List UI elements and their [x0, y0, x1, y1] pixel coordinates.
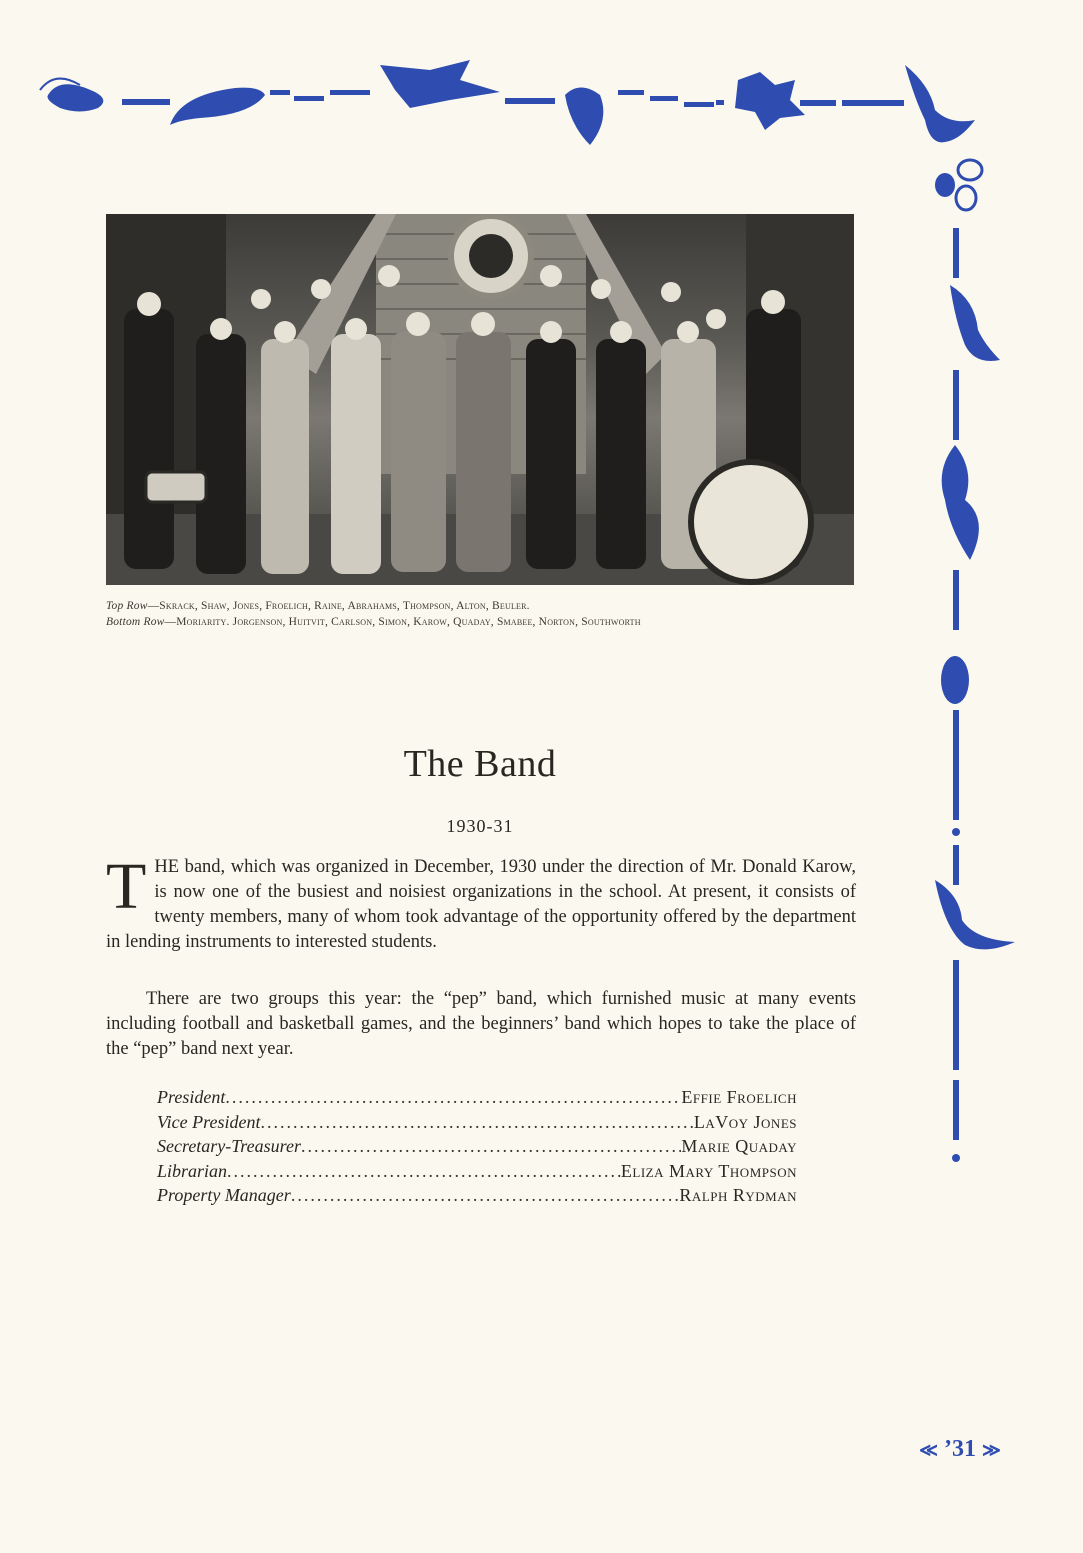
- officer-name: LaVoy Jones: [693, 1111, 797, 1132]
- caption-bottom-row: [106, 614, 866, 630]
- page-year-mark: ’31: [944, 1436, 976, 1462]
- officer-role: Secretary-Treasurer: [157, 1136, 301, 1156]
- page-title: The Band: [403, 743, 557, 785]
- paragraph-text: HE band, which was organized in December, 1930 under the direction of Mr. Donald Karow, is now one of the busiest and noisiest organizations in the school. At present, it consists of twenty members, many of whom took advantage of the opportunity offered by the department in lending instruments to interested students.: [106, 857, 856, 952]
- officer-row: [157, 1085, 797, 1110]
- holly-leaf-icon: [935, 880, 1015, 949]
- officer-name: Effie Froelich: [681, 1087, 797, 1107]
- acorn-icon: [956, 186, 976, 210]
- bass-drum: [691, 462, 811, 582]
- officer-role: Librarian: [157, 1160, 228, 1181]
- officer-role: President: [157, 1087, 226, 1107]
- leader-dots: [291, 1183, 680, 1208]
- band-photograph: [106, 214, 854, 585]
- ornament-left-icon: ≪: [919, 1439, 938, 1460]
- band-member: [391, 332, 446, 572]
- caption-row-label: Top Row: [106, 600, 148, 612]
- snare-drum: [146, 472, 206, 502]
- drop-cap: T: [106, 850, 147, 923]
- officer-row: [157, 1134, 797, 1159]
- leader-dots: [301, 1134, 681, 1159]
- acorn-icon: [935, 173, 955, 197]
- holly-leaf-icon: [950, 285, 1000, 361]
- caption-top-row: [106, 598, 866, 614]
- oak-leaf-ornament-icon: [735, 72, 805, 130]
- officer-name: Marie Quaday: [681, 1136, 797, 1156]
- photo-caption: [106, 598, 866, 630]
- caption-names: —Skrack, Shaw, Jones, Froelich, Raine, Abrahams, Thompson, Alton, Beuler.: [147, 600, 530, 612]
- officer-row: [157, 1159, 797, 1184]
- officer-role: Property Manager: [157, 1185, 291, 1205]
- caption-names: —Moriarity. Jorgenson, Huitvit, Carlson, Simon, Karow, Quaday, Smabee, Norton, Southworth: [164, 616, 641, 628]
- ornament-right-icon: ≫: [982, 1439, 1001, 1460]
- pinecone-ornament-icon: [941, 656, 969, 704]
- officer-role: Vice President: [157, 1111, 261, 1132]
- officers-list: [157, 1085, 797, 1208]
- body-paragraph-2: There are two groups this year: the “pep” band, which furnished music at many events including football and basketball games, and the beginners’ band which hopes to take the place of the “pep” band next year.: [106, 989, 856, 1059]
- officer-row: [157, 1110, 797, 1135]
- leader-dots: [227, 1159, 621, 1184]
- band-member: [331, 334, 381, 574]
- officer-name: Eliza Mary Thompson: [620, 1160, 797, 1181]
- officer-name: Ralph Rydman: [679, 1185, 797, 1205]
- page-number-mark: [900, 1436, 1020, 1463]
- band-member: [261, 339, 309, 574]
- officer-row: [157, 1183, 797, 1208]
- band-member: [456, 332, 511, 572]
- acorn-icon: [958, 160, 982, 180]
- pinecone-ornament-icon: [565, 88, 603, 146]
- band-member: [196, 334, 246, 574]
- body-paragraph-1: [106, 850, 856, 955]
- year-subtitle: 1930-31: [446, 816, 514, 836]
- holly-leaf-icon: [905, 65, 975, 142]
- caption-row-label: Bottom Row: [106, 616, 165, 628]
- band-member: [124, 309, 174, 569]
- tassel-icon: [942, 445, 979, 560]
- band-member: [526, 339, 576, 569]
- bird-ornament-icon: [380, 60, 500, 108]
- leader-dots: [260, 1110, 693, 1135]
- leader-dots: [225, 1085, 681, 1110]
- leaf-ornament-icon: [170, 88, 265, 125]
- band-member: [596, 339, 646, 569]
- leaf-ornament-icon: [48, 84, 104, 111]
